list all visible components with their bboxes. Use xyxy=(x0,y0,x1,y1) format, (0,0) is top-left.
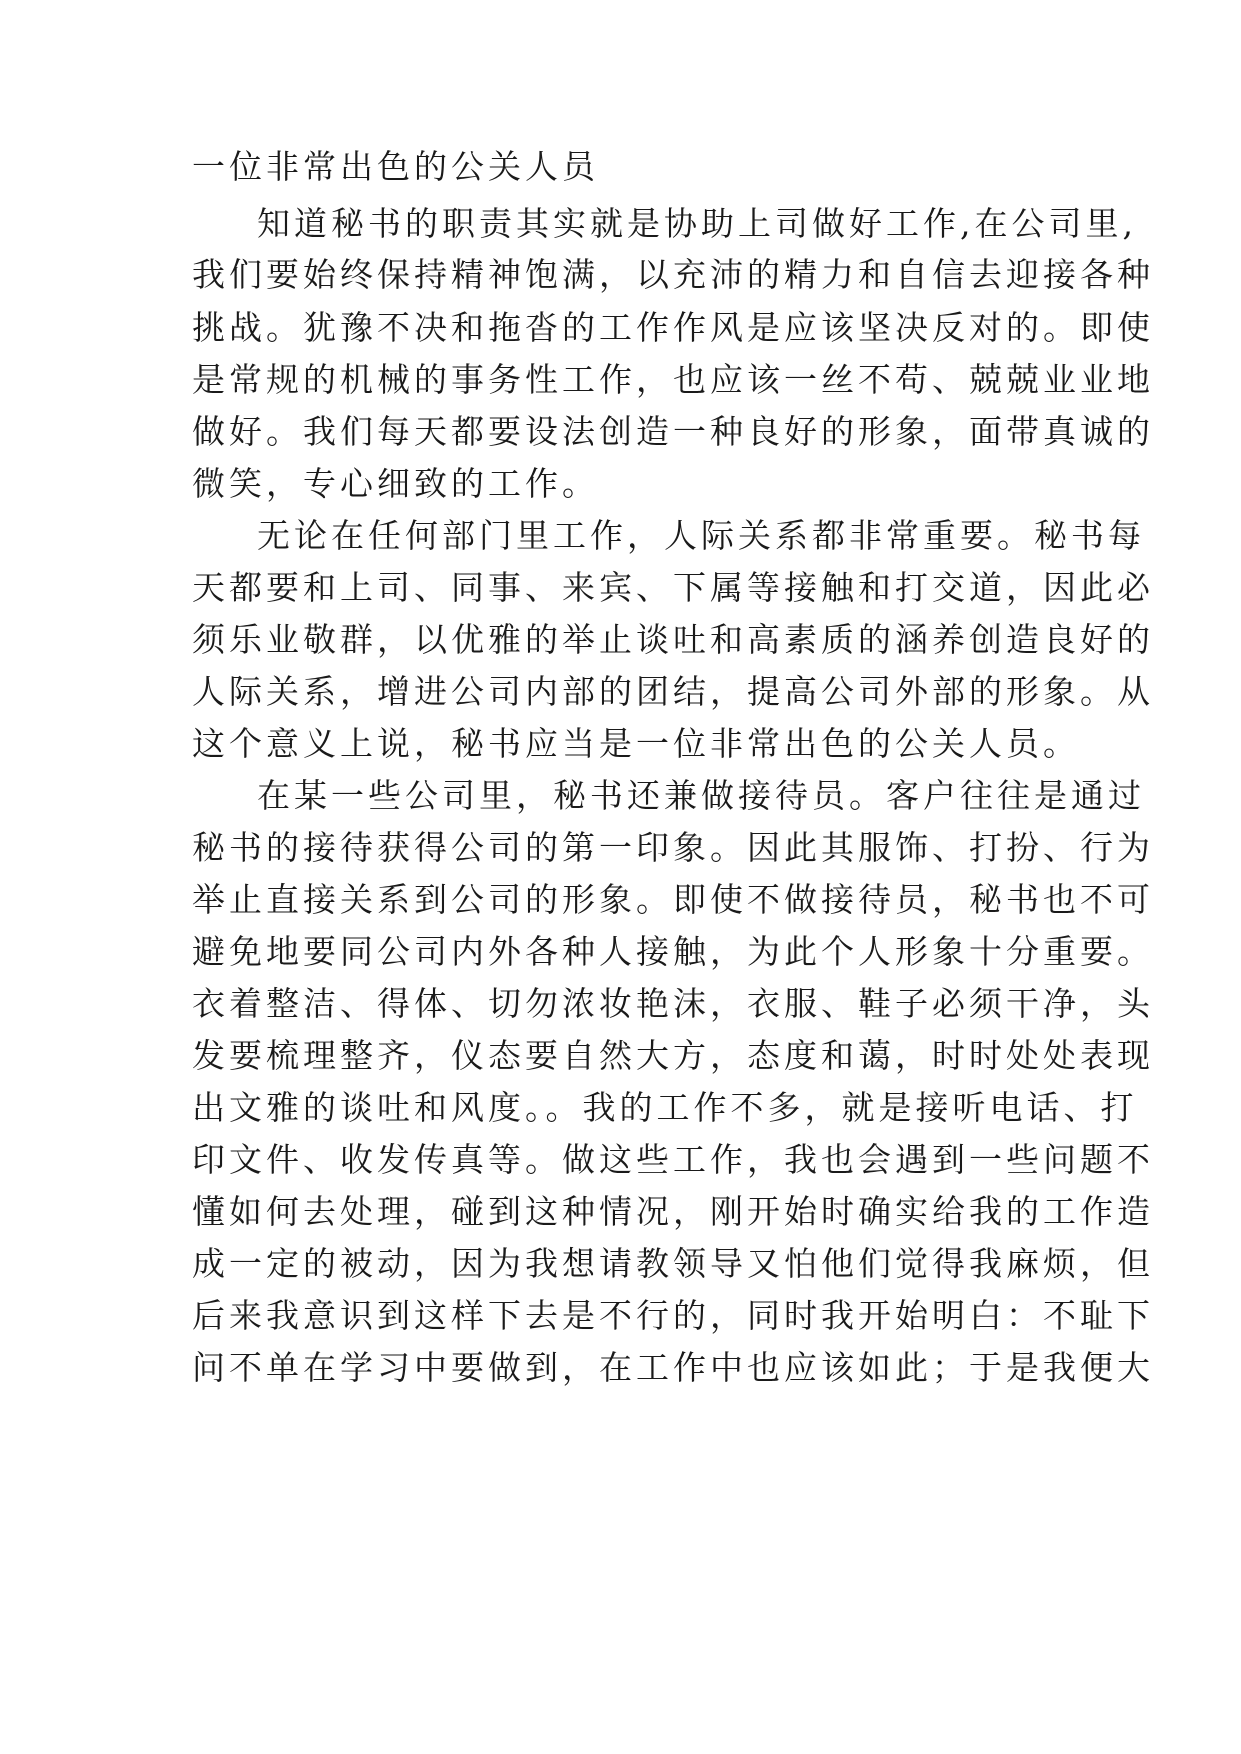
text-line: 避免地要同公司内外各种人接触，为此个人形象十分重要。 xyxy=(192,932,1154,971)
text-line: 是常规的机械的事务性工作，也应该一丝不苟、兢兢业业地 xyxy=(192,360,1154,399)
paragraph-first-line: 无论在任何部门里工作，人际关系都非常重要。秘书每 xyxy=(257,516,1145,555)
text-line: 成一定的被动，因为我想请教领导又怕他们觉得我麻烦，但 xyxy=(192,1244,1154,1283)
text-line: 衣着整洁、得体、切勿浓妆艳沫，衣服、鞋子必须干净，头 xyxy=(192,984,1154,1023)
text-line: 后来我意识到这样下去是不行的，同时我开始明白：不耻下 xyxy=(192,1296,1154,1335)
paragraph-first-line: 知道秘书的职责其实就是协助上司做好工作,在公司里, xyxy=(257,204,1137,243)
text-line: 天都要和上司、同事、来宾、下属等接触和打交道，因此必 xyxy=(192,568,1154,607)
text-line: 须乐业敬群，以优雅的举止谈吐和高素质的涵养创造良好的 xyxy=(192,620,1154,659)
text-line: 微笑，专心细致的工作。 xyxy=(192,464,599,503)
text-line: 出文雅的谈吐和风度。。我的工作不多，就是接听电话、打 xyxy=(192,1088,1138,1127)
text-line: 印文件、收发传真等。做这些工作，我也会遇到一些问题不 xyxy=(192,1140,1154,1179)
text-line: 秘书的接待获得公司的第一印象。因此其服饰、打扮、行为 xyxy=(192,828,1154,867)
text-line: 举止直接关系到公司的形象。即使不做接待员，秘书也不可 xyxy=(192,880,1154,919)
text-line: 做好。我们每天都要设法创造一种良好的形象，面带真诚的 xyxy=(192,412,1154,451)
text-line: 一位非常出色的公关人员 xyxy=(192,147,599,186)
text-line: 我们要始终保持精神饱满，以充沛的精力和自信去迎接各种 xyxy=(192,255,1154,294)
text-line: 挑战。犹豫不决和拖沓的工作作风是应该坚决反对的。即使 xyxy=(192,308,1154,347)
text-line: 懂如何去处理，碰到这种情况，刚开始时确实给我的工作造 xyxy=(192,1192,1154,1231)
paragraph-first-line: 在某一些公司里，秘书还兼做接待员。客户往往是通过 xyxy=(257,776,1145,815)
text-line: 发要梳理整齐，仪态要自然大方，态度和蔼，时时处处表现 xyxy=(192,1036,1154,1075)
text-line: 这个意义上说，秘书应当是一位非常出色的公关人员。 xyxy=(192,724,1080,763)
text-line: 问不单在学习中要做到，在工作中也应该如此；于是我便大 xyxy=(192,1348,1154,1387)
text-line: 人际关系，增进公司内部的团结，提高公司外部的形象。从 xyxy=(192,672,1154,711)
